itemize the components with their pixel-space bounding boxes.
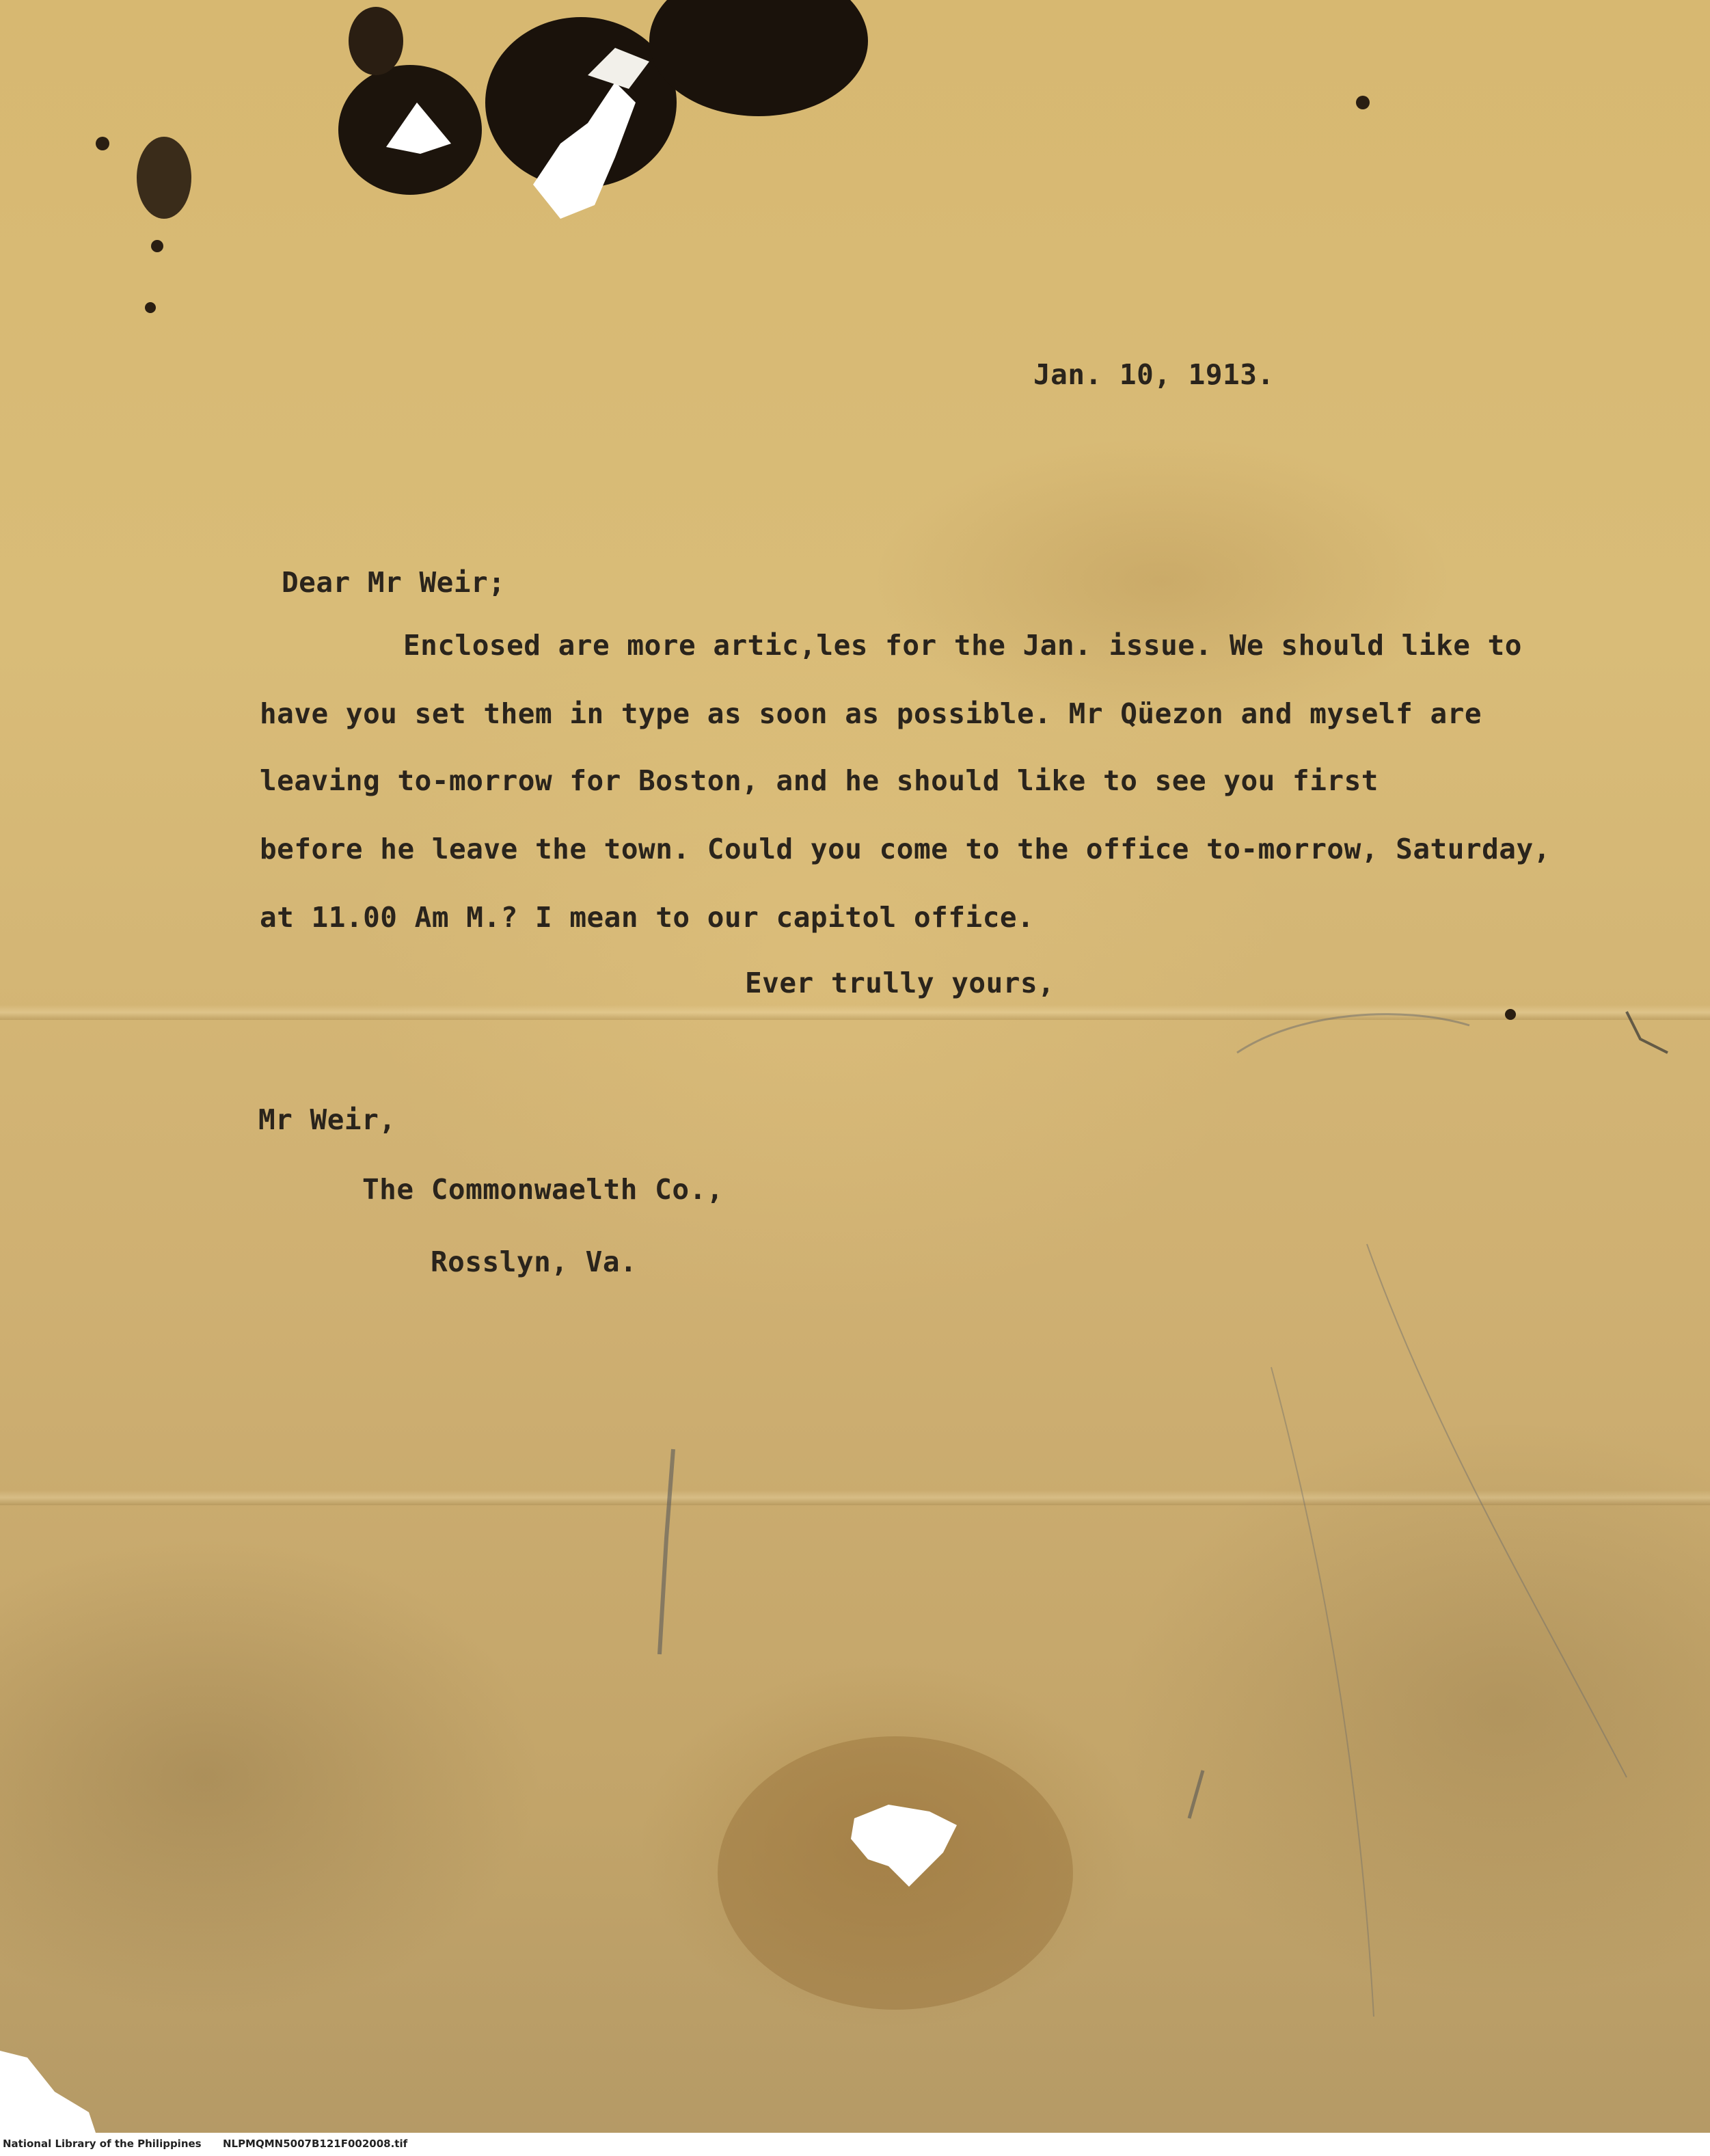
pencil-mark <box>1367 1244 1627 1777</box>
scan-file-name: NLPMQMN5007B121F002008.tif <box>222 2138 408 2150</box>
letter-body-line: Enclosed are more artic,les for the Jan. issue. We should like to <box>403 629 1522 662</box>
pencil-mark <box>1271 1367 1374 2017</box>
burn-mark <box>649 0 868 116</box>
ink-spot <box>1505 1009 1516 1020</box>
letter-closing: Ever trully yours, <box>745 967 1055 999</box>
pencil-mark <box>1189 1770 1203 1818</box>
archive-credit: National Library of the Philippines <box>3 2138 202 2150</box>
scan-footer-caption <box>3 2138 407 2150</box>
pencil-mark <box>1237 1014 1469 1053</box>
recipient-address-line: Rosslyn, Va. <box>431 1245 638 1278</box>
letter-body-line: at 11.00 Am M.? I mean to our capitol office. <box>260 901 1035 934</box>
letter-salutation: Dear Mr Weir; <box>282 566 506 599</box>
pencil-mark <box>1627 1012 1668 1053</box>
letter-body-line: have you set them in type as soon as possible. Mr Qüezon and myself are <box>260 697 1482 730</box>
pencil-mark <box>660 1449 673 1654</box>
torn-corner <box>0 2051 96 2133</box>
letter-date: Jan. 10, 1913. <box>1033 358 1275 391</box>
burn-mark <box>349 7 403 75</box>
ink-spot <box>1356 96 1370 109</box>
ink-spot <box>145 302 156 313</box>
recipient-address-line: The Commonwaelth Co., <box>362 1173 724 1206</box>
burn-mark <box>137 137 191 219</box>
ink-spot <box>96 137 109 150</box>
letter-body-line: leaving to-morrow for Boston, and he should like to see you first <box>260 764 1379 797</box>
letter-body-line: before he leave the town. Could you come to the office to-morrow, Saturday, <box>260 833 1551 865</box>
recipient-address-line: Mr Weir, <box>258 1103 396 1136</box>
scan-footer <box>0 2133 1710 2156</box>
ink-spot <box>151 240 163 252</box>
